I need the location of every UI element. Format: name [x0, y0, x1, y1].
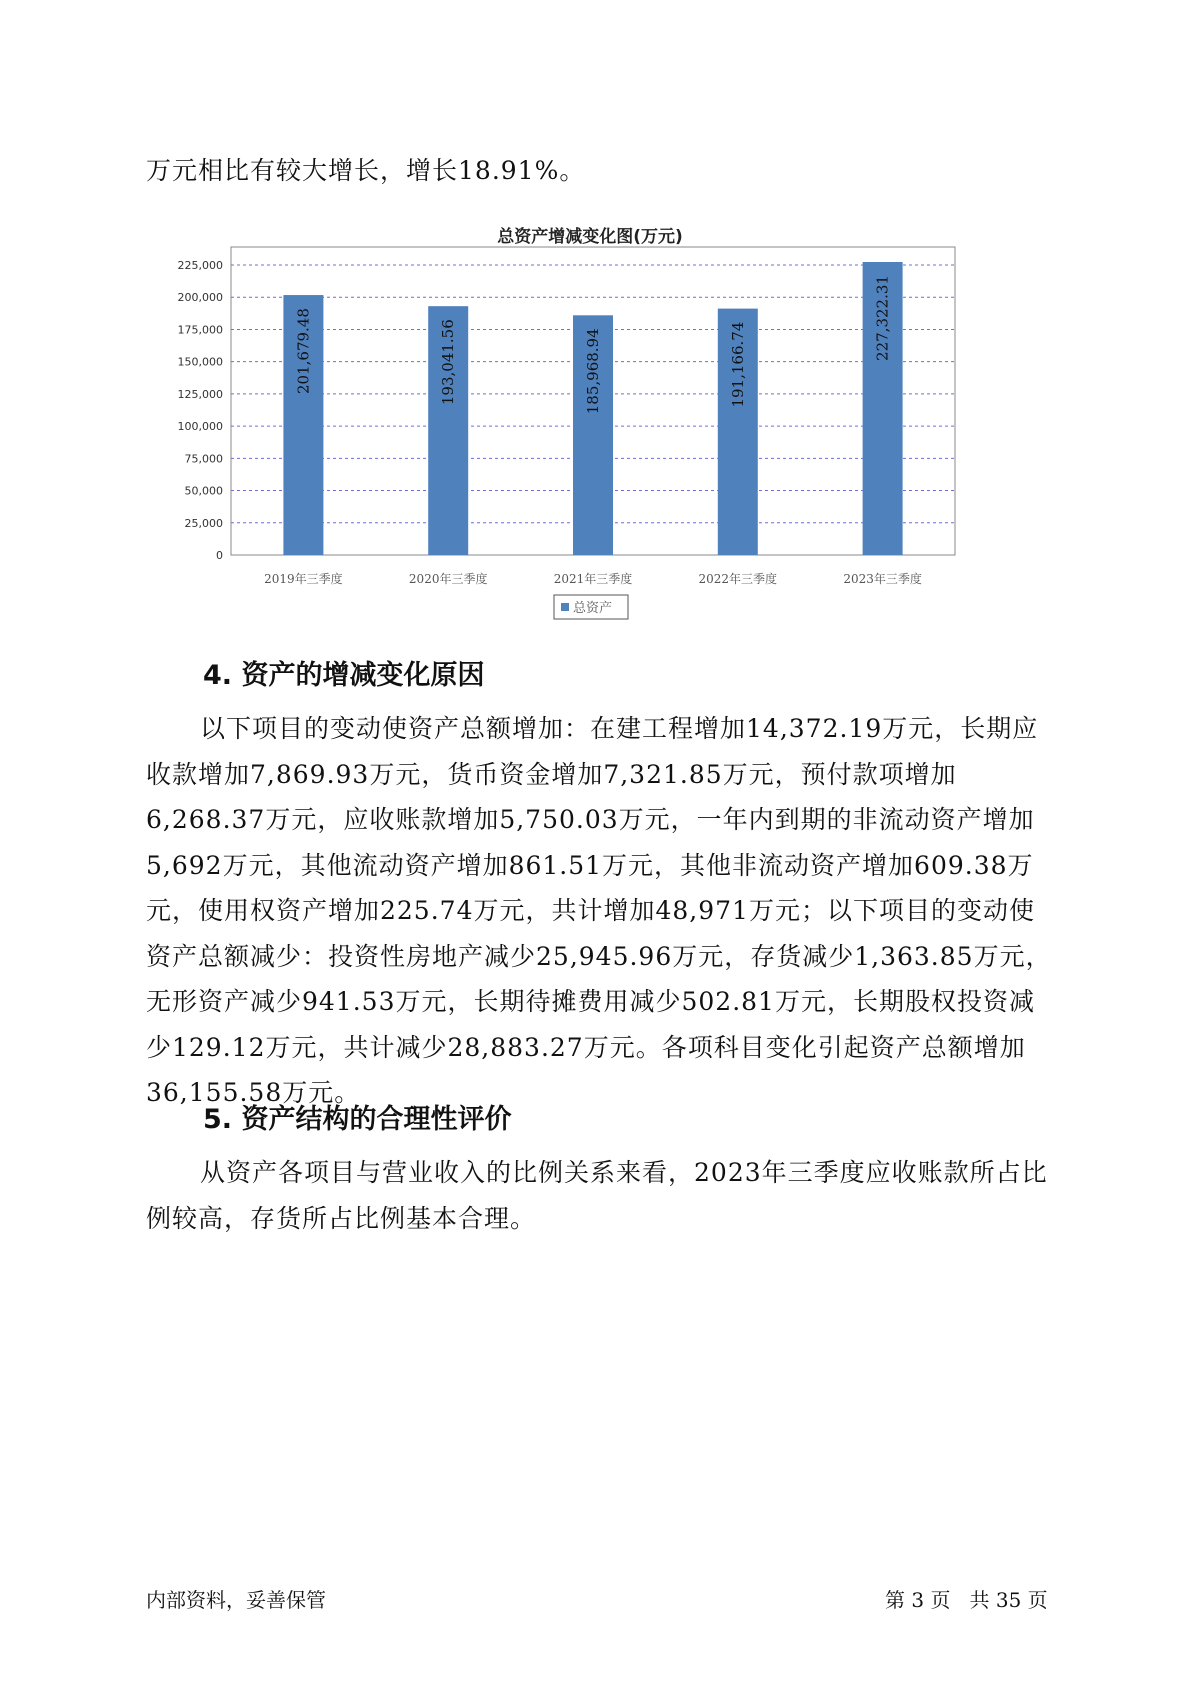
- y-tick-label: 0: [216, 549, 223, 562]
- section-4-paragraph: 以下项目的变动使资产总额增加：在建工程增加14,372.19万元，长期应收款增加7,869.93万元，货币资金增加7,321.85万元，预付款项增加6,268.37万元，应收账款增加5,750.03万元，一年内到期的非流动资产增加5,692万元，其他流动资产增加861.51万元，其他非流动资产增加609.38万元，使用权资产增加225.74万元，共计增加48,971万元；以下项目的变动使资产总额减少：投资性房地产减少25,945.96万元，存货减少1,363.85万元，无形资产减少941.53万元，长期待摊费用减少502.81万元，长期股权投资减少129.12万元，共计减少28,883.27万元。各项科目变化引起资产总额增加36,155.58万元。: [146, 714, 1052, 1107]
- footer-confidential-note: 内部资料，妥善保管: [146, 1588, 326, 1612]
- bar-value-label: 227,322.31: [873, 275, 892, 361]
- section-4-heading: 4. 资产的增减变化原因: [203, 660, 485, 691]
- y-tick-label: 175,000: [177, 323, 223, 337]
- bar-value-label: 193,041.56: [439, 319, 458, 406]
- bar-value-label: 185,968.94: [584, 328, 602, 415]
- x-axis-ticks: [264, 571, 922, 586]
- section-5-heading: 5. 资产结构的合理性评价: [203, 1104, 512, 1135]
- y-tick-label: 225,000: [177, 259, 223, 272]
- legend: [554, 595, 628, 619]
- y-tick-label: 75,000: [184, 452, 223, 466]
- x-tick-label: 2019年三季度: [264, 572, 343, 586]
- x-tick-label: 2022年三季度: [698, 572, 778, 586]
- x-tick-label: 2023年三季度: [843, 572, 922, 586]
- legend-swatch: [561, 603, 569, 611]
- y-tick-label: 25,000: [184, 516, 223, 530]
- y-tick-label: 125,000: [177, 387, 223, 401]
- y-tick-label: 50,000: [184, 484, 223, 498]
- section-5-paragraph: 从资产各项目与营业收入的比例关系来看，2023年三季度应收账款所占比例较高，存货所占比例基本合理。: [146, 1158, 1048, 1233]
- legend-label: 总资产: [573, 601, 613, 616]
- chart-title: 总资产增减变化图(万元): [497, 227, 683, 247]
- intro-paragraph-tail: 万元相比有较大增长，增长18.91%。: [146, 156, 586, 185]
- bar-value-label: 201,679.48: [294, 308, 313, 395]
- y-axis-ticks: [178, 259, 224, 562]
- x-tick-label: 2020年三季度: [408, 572, 488, 586]
- y-tick-label: 150,000: [177, 355, 223, 369]
- y-tick-label: 100,000: [177, 420, 223, 434]
- x-tick-label: 2021年三季度: [553, 572, 633, 586]
- y-tick-label: 200,000: [177, 291, 223, 305]
- total-assets-bar-chart: [150, 218, 1030, 678]
- footer-page-number: 第 3 页 共 35 页: [885, 1588, 1048, 1612]
- bar-value-label: 191,166.74: [728, 321, 747, 408]
